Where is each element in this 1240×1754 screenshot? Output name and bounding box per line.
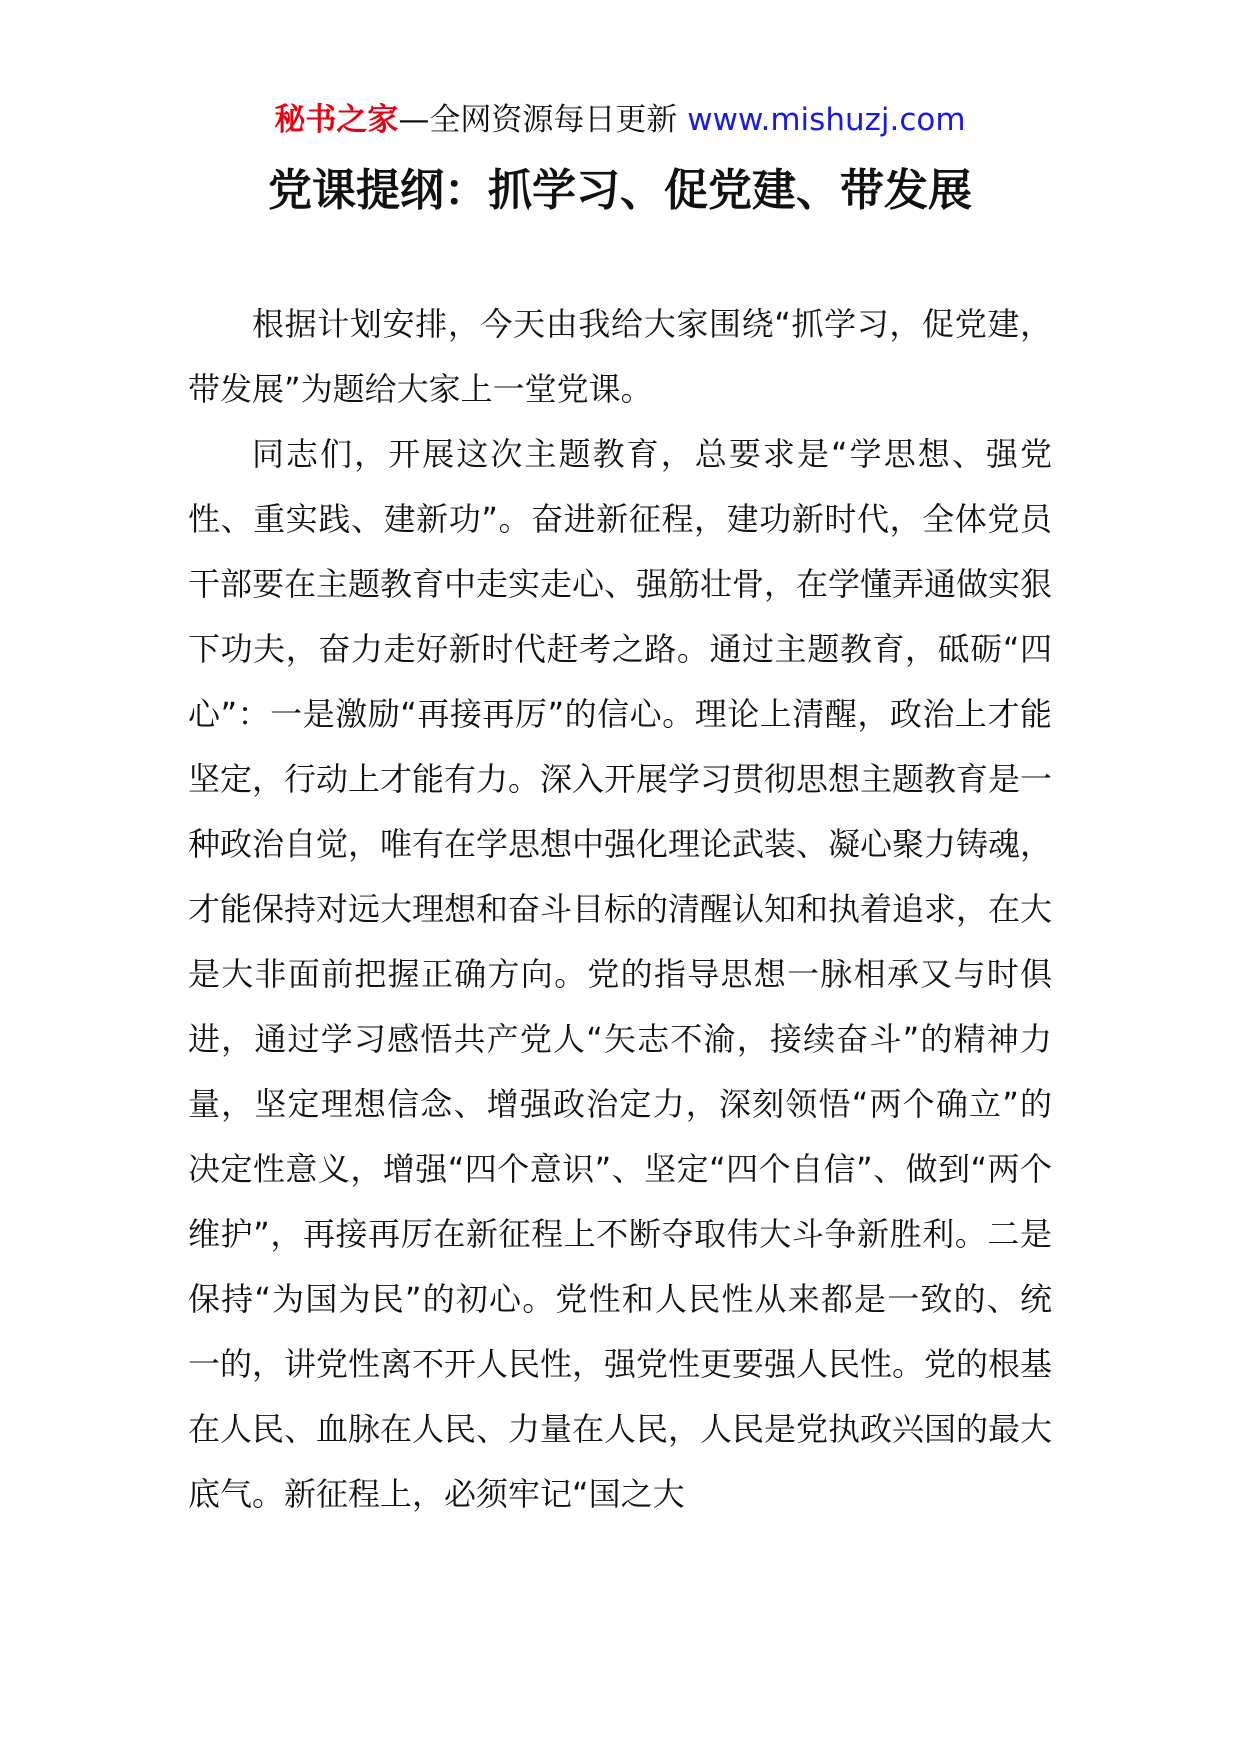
paragraph: 根据计划安排，今天由我给大家围绕“抓学习，促党建，带发展”为题给大家上一堂党课。 bbox=[188, 305, 1052, 408]
brand-name: 秘书之家 bbox=[274, 102, 399, 138]
site-url-link[interactable]: www.mishuzj.com bbox=[687, 102, 966, 138]
document-title: 党课提纲：抓学习、促党建、带发展 bbox=[268, 165, 972, 216]
document-body bbox=[188, 292, 1052, 1527]
paragraph: 同志们，开展这次主题教育，总要求是“学思想、强党性、重实践、建新功”。奋进新征程，建功新时代，全体党员干部要在主题教育中走实走心、强筋壮骨，在学懂弄通做实狠下功夫，奋力走好新时代赶考之路。通过主题教育，砥砺“四心”：一是激励“再接再厉”的信心。理论上清醒，政治上才能坚定，行动上才能有力。深入开展学习贯彻思想主题教育是一种政治自觉，唯有在学思想中强化理论武装、凝心聚力铸魂，才能保持对远大理想和奋斗目标的清醒认知和执着追求，在大是大非面前把握正确方向。党的指导思想一脉相承又与时俱进，通过学习感悟共产党人“矢志不渝，接续奋斗”的精神力量，坚定理想信念、增强政治定力，深刻领悟“两个确立”的决定性意义，增强“四个意识”、坚定“四个自信”、做到“两个维护”，再接再厉在新征程上不断夺取伟大斗争新胜利。二是保持“为国为民”的初心。党性和人民性从来都是一致的、统一的，讲党性离不开人民性，强党性更要强人民性。党的根基在人民、血脉在人民、力量在人民，人民是党执政兴国的最大底气。新征程上，必须牢记“国之大 bbox=[188, 435, 1053, 1513]
site-header bbox=[0, 100, 1240, 140]
header-tagline: —全网资源每日更新 bbox=[398, 102, 678, 138]
